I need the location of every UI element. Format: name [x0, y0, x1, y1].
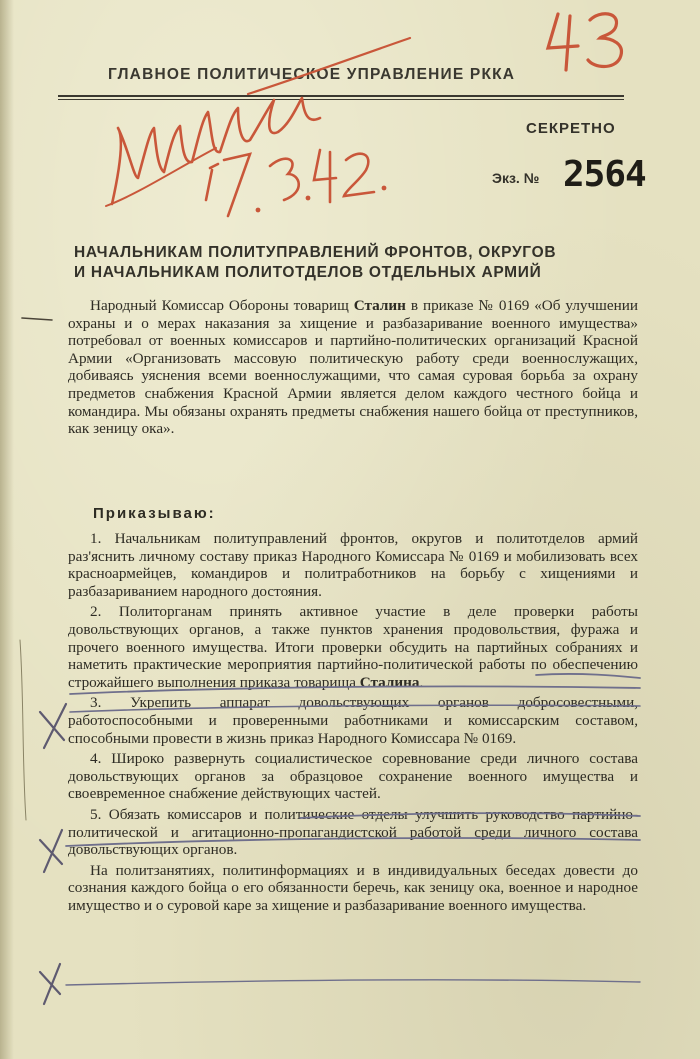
margin-cross-3	[40, 964, 60, 1004]
header-rule-thin	[58, 99, 624, 100]
intro-text-2: в приказе № 0169 «Об улучшении охраны и о мерах наказания за хищение и разбазаривание военного имущества» потребовал от военных комиссаров и партийно-политических организаций Красной Армии «Организовать массовую политическую работу среди военнослужащих, добиваясь уяснения всеми военнослужащими, что самая суровая борьба за охрану предметов снабжения Красной Армии является делом каждого честного бойца и командира. Мы обязаны охранять предметы снабжения нашего бойца от преступников, как зеницу ока».	[68, 297, 638, 438]
addressee-line-2: И НАЧАЛЬНИКАМ ПОЛИТОТДЕЛОВ ОТДЕЛЬНЫХ АРМИЙ	[74, 264, 542, 281]
order-item-2	[68, 603, 638, 691]
header-rule-thick	[58, 95, 624, 97]
copy-number: 2564	[563, 154, 646, 195]
handwritten-signature	[98, 28, 428, 234]
addressee-line-1: НАЧАЛЬНИКАМ ПОЛИТУПРАВЛЕНИЙ ФРОНТОВ, ОКРУГОВ	[74, 244, 557, 261]
order-items	[68, 530, 638, 917]
order-heading: Приказываю:	[93, 505, 216, 522]
intro-name-stalin: Сталин	[353, 297, 406, 314]
margin-cross-2	[40, 830, 62, 872]
order-item-4: 4. Широко развернуть социалистическое соревнование среди личного состава довольствующих органов за образцовое сохранение военного имущества и своевременное снабжение действующих частей.	[68, 750, 638, 803]
paper-edge-shadow	[0, 0, 14, 1059]
addressee-heading	[74, 243, 634, 283]
order-item-2-end: .	[419, 673, 424, 691]
order-item-5: 5. Обязать комиссаров и политические отделы улучшить руководство партийно-политической и агитационно-пропагандистской работой среди личного состава довольствующих органов.	[68, 805, 638, 859]
order-item-1: 1. Начальникам политуправлений фронтов, округов и политотделов армий раз'яснить личному составу приказ Народного Комиссара № 0169 и мобилизовать всех красноармейцев, командиров и политработников на борьбу с хищениями и разбазариванием народного достояния.	[68, 530, 638, 600]
order-item-2-text: 2. Политорганам принять активное участие в деле проверки работы довольствующих органов, а также пунктов хранения продовольствия, фуража и прочего военного имущества. Итоги проверки обсудить на партийных собраниях и наметить практические мероприятия партийно-политической работы по обеспечению строжайшего выполнения приказа товарища	[68, 603, 638, 691]
margin-cross-1	[40, 704, 66, 748]
closing-paragraph: На политзанятиях, политинформациях и в индивидуальных беседах довести до сознания каждого бойца о его обязанности беречь, как зеницу ока, военное и народное имущество и о суровой каре за хищение и разбазаривание военного имущества.	[68, 861, 638, 914]
intro-paragraph	[68, 297, 638, 438]
order-item-3: 3. Укрепить аппарат довольствующих органов добросовестными, работоспособными и проверенными работниками и комиссарским составом, способными провести в жизнь приказ Народного Комиссара № 0169.	[68, 694, 638, 747]
secret-label: СЕКРЕТНО	[526, 120, 616, 137]
organization-header: ГЛАВНОЕ ПОЛИТИЧЕСКОЕ УПРАВЛЕНИЕ РККА	[108, 66, 516, 83]
handwritten-date	[196, 130, 396, 230]
order-item-2-name: Сталина	[359, 673, 420, 691]
intro-text-1: Народный Комиссар Обороны товарищ	[90, 297, 354, 314]
copy-number-label: Экз. №	[492, 170, 540, 186]
underline-closing	[66, 980, 640, 985]
